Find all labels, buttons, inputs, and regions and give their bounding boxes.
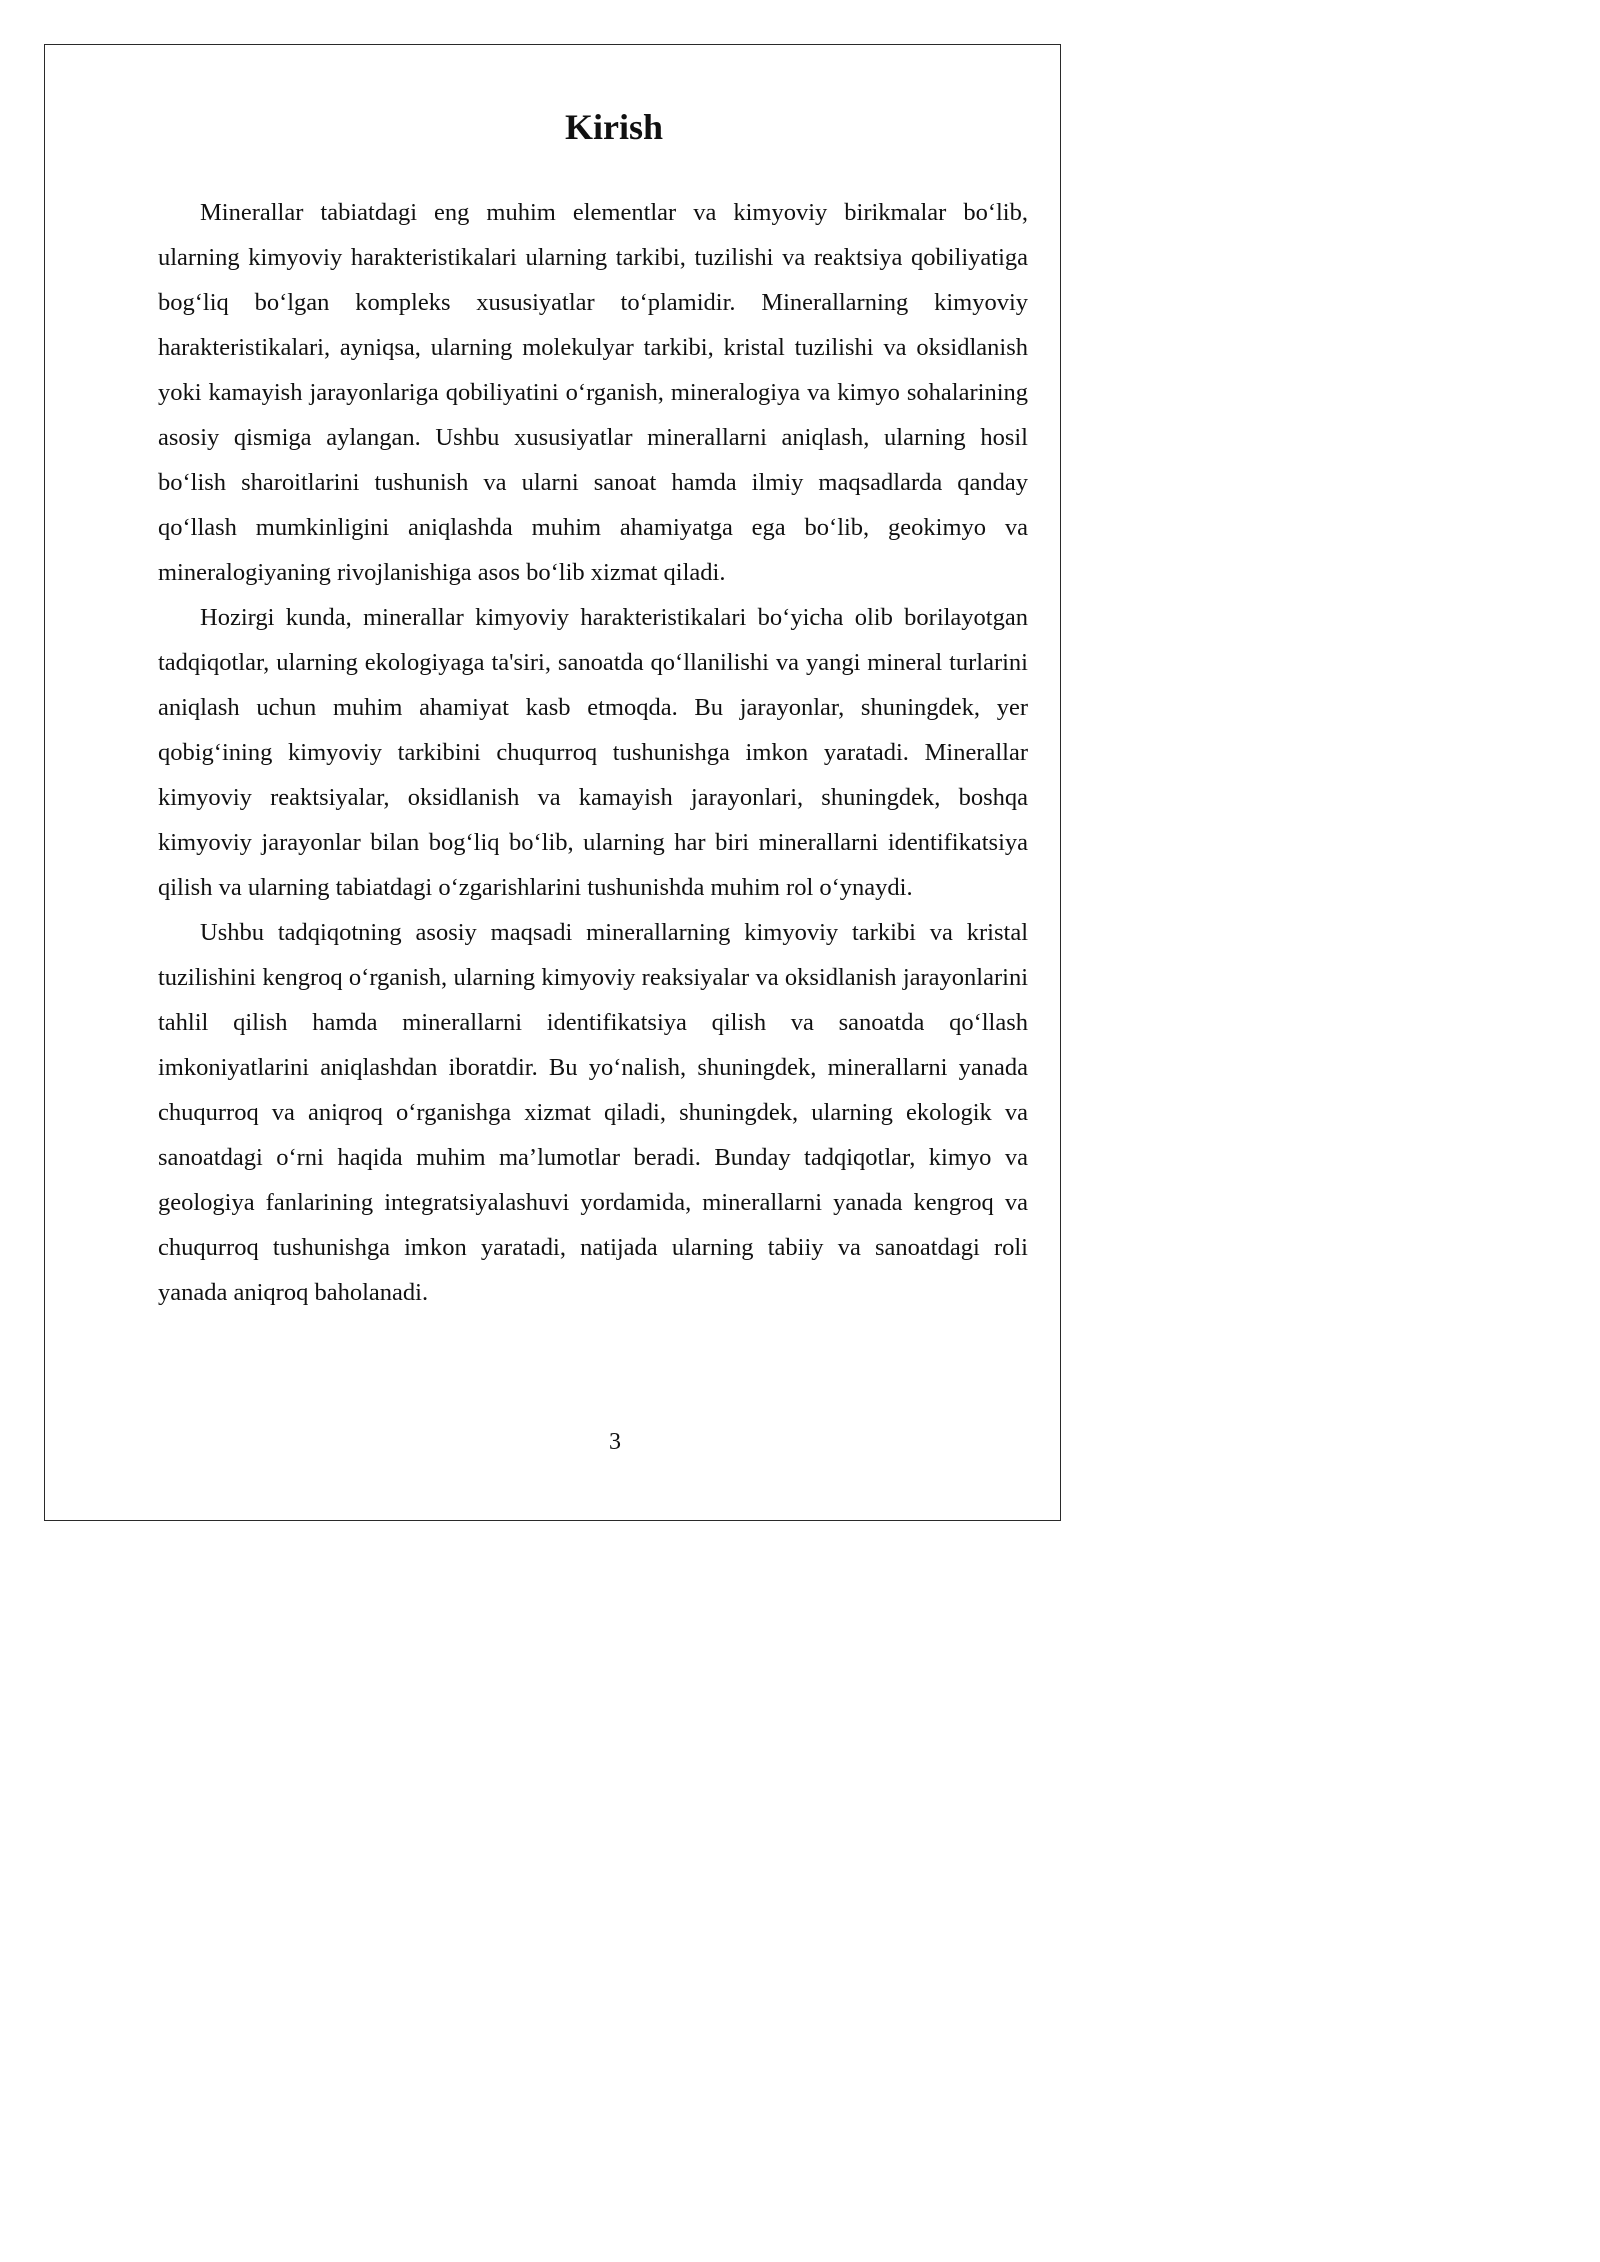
page-title: Kirish (564, 107, 663, 147)
paragraph-2: Hozirgi kunda, minerallar kimyoviy harakteristikalari bo‘yicha olib borilayotgan tadqiqotlar, ularning ekologiyaga ta'siri, sanoatda qo‘llanilishi va yangi mineral turlarini aniqlash uchun muhim ahamiyat kasb etmoqda. Bu jarayonlar, shuningdek, yer qobig‘ining kimyoviy tarkibini chuqurroq tushunishga imkon yaratadi. Minerallar kimyoviy reaktsiyalar, oksidlanish va kamayish jarayonlari, shuningdek, boshqa kimyoviy jarayonlar bilan bog‘liq bo‘lib, ularning har biri minerallarni identifikatsiya qilish va ularning tabiatdagi o‘zgarishlarini tushunishda muhim rol o‘ynaydi. (158, 604, 1028, 901)
paragraph-3: Ushbu tadqiqotning asosiy maqsadi minerallarning kimyoviy tarkibi va kristal tuzilishini kengroq o‘rganish, ularning kimyoviy reaksiyalar va oksidlanish jarayonlarini tahlil qilish hamda minerallarni identifikatsiya qilish va sanoatda qo‘llash imkoniyatlarini aniqlashdan iboratdir. Bu yo‘nalish, shuningdek, minerallarni yanada chuqurroq va aniqroq o‘rganishga xizmat qiladi, shuningdek, ularning ekologik va sanoatdagi o‘rni haqida muhim ma’lumotlar beradi. Bunday tadqiqotlar, kimyo va geologiya fanlarining integratsiyalashuvi yordamida, minerallarni yanada kengroq va chuqurroq tushunishga imkon yaratadi, natijada ularning tabiiy va sanoatdagi roli yanada aniqroq baholanadi. (158, 919, 1028, 1306)
paragraph-1: Minerallar tabiatdagi eng muhim elementlar va kimyoviy birikmalar bo‘lib, ularning kimyoviy harakteristikalari ularning tarkibi, tuzilishi va reaktsiya qobiliyatiga bog‘liq bo‘lgan kompleks xususiyatlar to‘plamidir. Minerallarning kimyoviy harakteristikalari, ayniqsa, ularning molekulyar tarkibi, kristal tuzilishi va oksidlanish yoki kamayish jarayonlariga qobiliyatini o‘rganish, mineralogiya va kimyo sohalarining asosiy qismiga aylangan. Ushbu xususiyatlar minerallarni aniqlash, ularning hosil bo‘lish sharoitlarini tushunish va ularni sanoat hamda ilmiy maqsadlarda qanday qo‘llash mumkinligini aniqlashda muhim ahamiyatga ega bo‘lib, geokimyo va mineralogiyaning rivojlanishiga asos bo‘lib xizmat qiladi. (158, 199, 1028, 586)
page-content (158, 104, 1028, 1315)
page-number: 3 (609, 1429, 621, 1455)
